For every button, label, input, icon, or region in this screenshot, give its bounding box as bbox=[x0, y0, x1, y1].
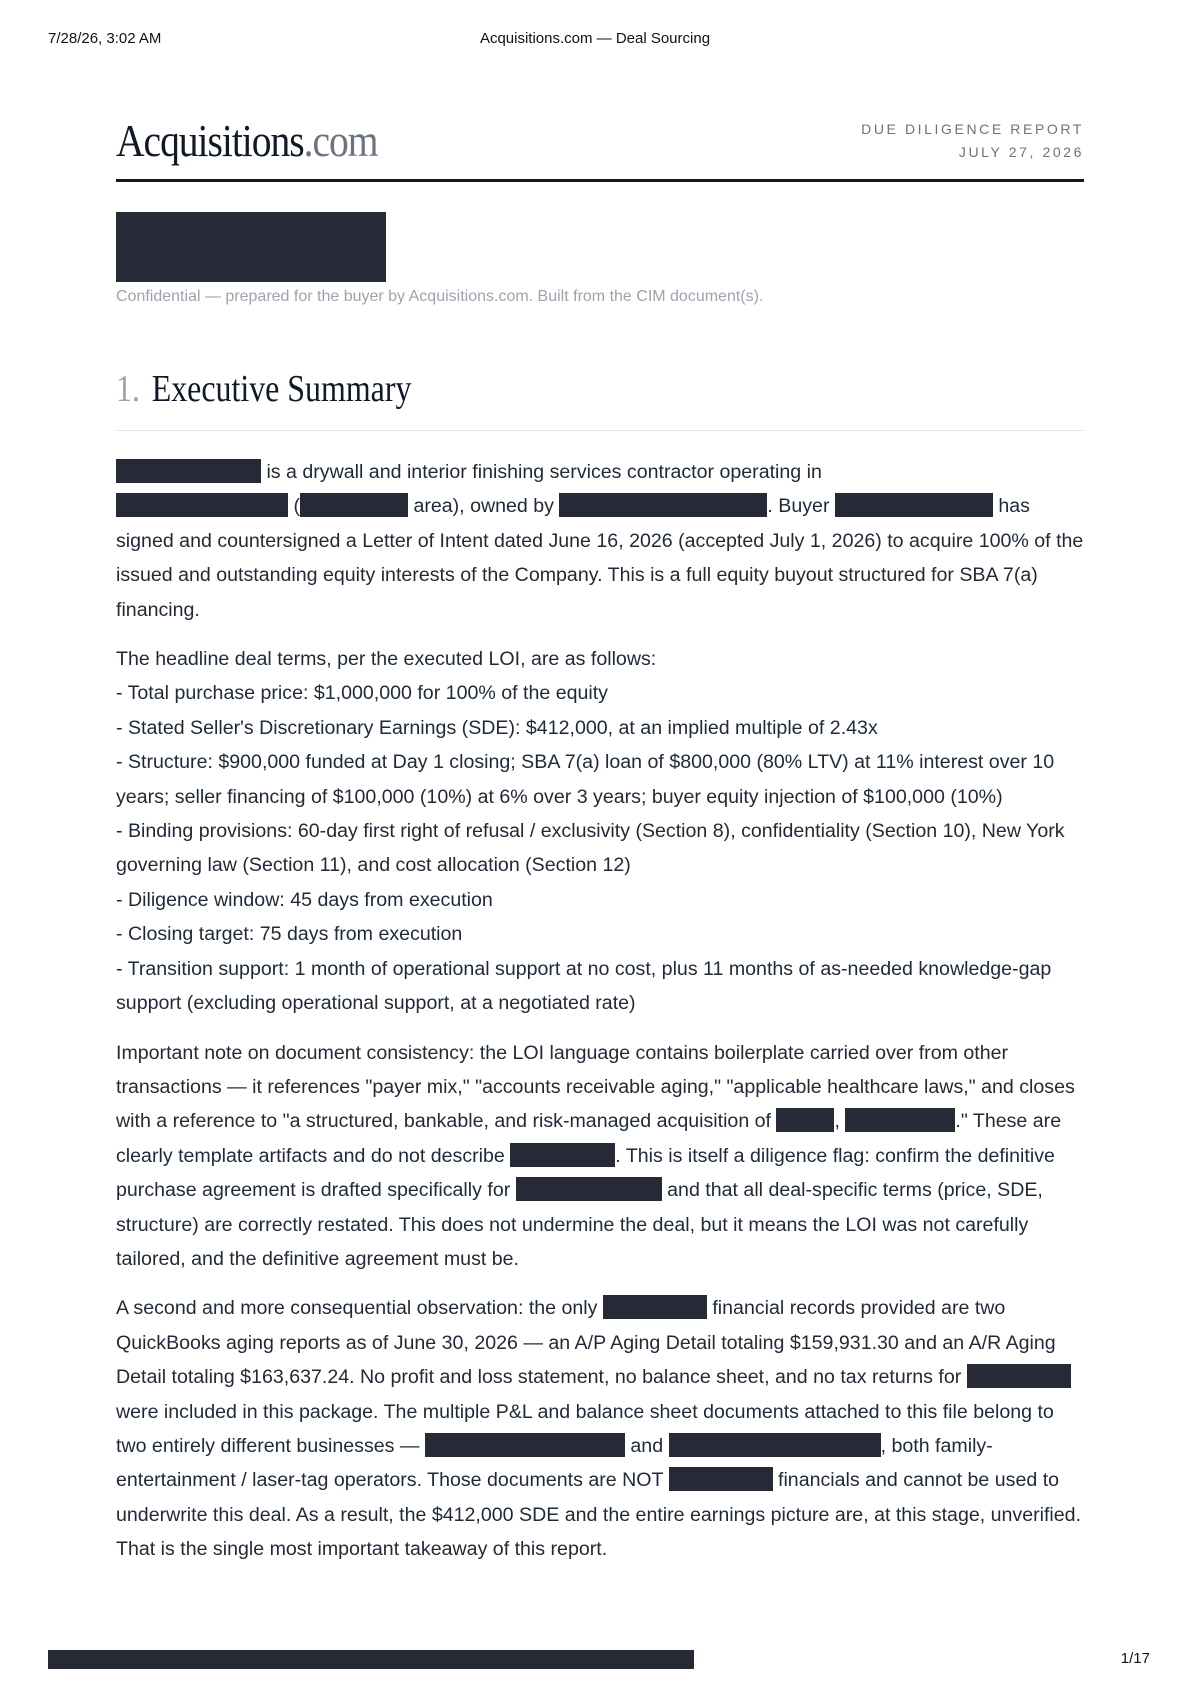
text-run: both family-entertainment / laser-tag operators. Those documents are NOT bbox=[116, 1434, 993, 1492]
paragraph-financial-records bbox=[116, 1291, 1084, 1566]
redaction bbox=[116, 459, 261, 483]
redaction bbox=[835, 493, 993, 517]
redaction bbox=[967, 1364, 1071, 1388]
redaction bbox=[776, 1108, 834, 1132]
section-title: Executive Summary bbox=[151, 368, 412, 410]
redaction bbox=[559, 493, 767, 517]
text-run: , bbox=[834, 1110, 840, 1133]
report-type: DUE DILIGENCE REPORT bbox=[861, 121, 1084, 137]
text-run: A second and more consequential observation: the only bbox=[116, 1297, 598, 1320]
section-divider bbox=[116, 430, 1084, 431]
report-header bbox=[116, 108, 1084, 178]
brand-logo bbox=[116, 114, 378, 167]
paragraph-company-overview bbox=[116, 455, 1084, 627]
print-header bbox=[48, 30, 1142, 52]
text-run: is a drywall and interior finishing services contractor operating in bbox=[266, 461, 822, 483]
brand-domain: .com bbox=[303, 115, 378, 166]
list-item: - Structure: $900,000 funded at Day 1 closing; SBA 7(a) loan of $800,000 (80% LTV) at 11% interest over 10 years; seller financing of $100,000 (10%) at 6% over 3 years; buyer equity injection of $100,000 (10%) bbox=[116, 751, 1055, 808]
terms-intro: The headline deal terms, per the executed LOI, are as follows: bbox=[116, 648, 657, 671]
text-run: These are clearly template artifacts and do not describe bbox=[116, 1110, 1062, 1167]
header-divider bbox=[116, 179, 1084, 182]
list-item: - Transition support: 1 month of operational support at no cost, plus 11 months of as-needed knowledge-gap support (excluding operational support, at a negotiated rate) bbox=[116, 957, 1052, 1015]
redaction bbox=[510, 1143, 615, 1167]
list-item: - Binding provisions: 60-day first right of refusal / exclusivity (Section 8), confidentiality (Section 10), New York governing law (Section 11), and cost allocation (Section 12) bbox=[116, 820, 1065, 877]
redaction bbox=[845, 1108, 955, 1132]
text-run: ( bbox=[293, 495, 300, 518]
redaction bbox=[300, 493, 408, 517]
section-heading bbox=[116, 367, 411, 411]
redaction bbox=[116, 493, 288, 517]
list-item: - Stated Seller's Discretionary Earnings (SDE): $412,000, at an implied multiple of 2.43x bbox=[116, 716, 878, 739]
list-item: - Total purchase price: $1,000,000 for 100% of the equity bbox=[116, 682, 608, 705]
redaction bbox=[425, 1433, 625, 1457]
text-run: ." bbox=[955, 1110, 968, 1133]
text-run: . This is itself a diligence flag: confirm the definitive purchase agreement is drafted specifically for bbox=[116, 1144, 1055, 1202]
report-meta bbox=[861, 118, 1084, 164]
text-run: and bbox=[630, 1434, 664, 1457]
redaction bbox=[516, 1177, 662, 1201]
confidential-note: Confidential — prepared for the buyer by Acquisitions.com. Built from the CIM document(s). bbox=[116, 288, 764, 305]
redaction bbox=[669, 1433, 881, 1457]
brand-name: Acquisitions bbox=[116, 115, 304, 166]
text-run: and that all deal-specific terms (price, SDE, structure) are correctly restated. This does not undermine the deal, but it means the LOI was not carefully tailored, and the definitive agreement must be. bbox=[116, 1179, 1043, 1270]
text-run: financials and cannot be used to underwrite this deal. As a result, the $412,000 SDE and the entire earnings picture are, at this stage, unverified. That is the single most important takeaway of this report. bbox=[116, 1469, 1082, 1561]
page-number: 1/17 bbox=[1120, 1650, 1150, 1667]
executive-summary-body bbox=[116, 455, 1084, 1582]
text-run: , bbox=[880, 1434, 887, 1457]
text-run: area), owned by bbox=[413, 495, 554, 518]
redaction bbox=[603, 1295, 707, 1319]
text-run: were included in this package. The multiple P&L and balance sheet documents attached to this file belong to two entirely different businesses — bbox=[116, 1400, 1054, 1457]
list-item: - Closing target: 75 days from execution bbox=[116, 923, 463, 946]
text-run: Important note on document consistency: the LOI language contains boilerplate carried over from other transactions — it references "payer mix," "accounts receivable aging," "applicable healthcare laws," and closes with a reference to "a structured, bankable, and risk-managed acquisition of bbox=[116, 1041, 1075, 1133]
paragraph-deal-terms bbox=[116, 642, 1084, 1020]
list-item: - Diligence window: 45 days from execution bbox=[116, 888, 493, 911]
print-page-title: Acquisitions.com — Deal Sourcing bbox=[479, 30, 711, 47]
redaction bbox=[669, 1467, 773, 1491]
paragraph-document-consistency bbox=[116, 1036, 1084, 1277]
redacted-company-title bbox=[116, 212, 386, 282]
section-number: 1. bbox=[116, 368, 140, 410]
print-datetime: 7/28/26, 3:02 AM bbox=[48, 30, 162, 47]
text-run: . Buyer bbox=[767, 495, 830, 518]
report-date: JULY 27, 2026 bbox=[958, 144, 1084, 160]
redacted-footer-url bbox=[48, 1650, 694, 1669]
text-run: financial records provided are two QuickBooks aging reports as of June 30, 2026 — an A/P Aging Detail totaling $159,931.30 and an A/R Aging Detail totaling $163,637.24. No profit and loss statement, no balance sheet, and no tax returns for bbox=[116, 1297, 1056, 1389]
text-run: has signed and countersigned a Letter of Intent dated June 16, 2026 (accepted July 1, 2026) to acquire 100% of the issued and outstanding equity interests of the Company. This is a full equity buyout structured for SBA 7(a) financing. bbox=[116, 495, 1084, 621]
